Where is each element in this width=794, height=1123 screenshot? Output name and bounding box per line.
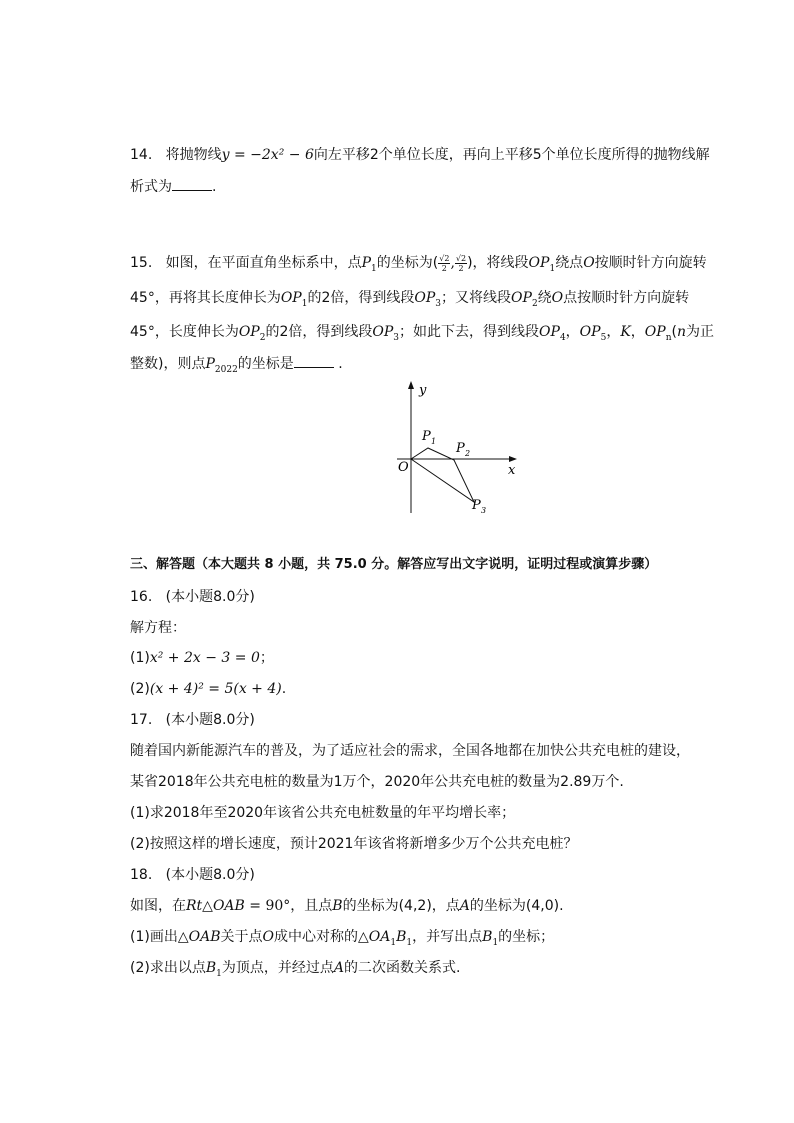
q17-line2: 某省2018年公共充电桩的数量为1万个，2020年公共充电桩的数量为2.89万个. (130, 774, 624, 790)
q14-formula: y = −2x² − 6 (221, 147, 314, 163)
q18-l1-rt: Rt (186, 898, 203, 914)
q18-p1-tri: △ (177, 929, 189, 945)
q18-p2-A: A (333, 960, 344, 976)
p3-label: P (472, 498, 481, 513)
q14-answer-blank[interactable] (172, 176, 212, 191)
q15-op1-b-sub: 1 (301, 298, 308, 309)
q15-l3-sep1: ， (565, 324, 580, 340)
q15-l1-c: )，将线段 (467, 255, 529, 271)
q15-l1-a: 如图，在平面直角坐标系中，点 (165, 255, 362, 271)
q15-l1-b: 的坐标为( (376, 255, 439, 271)
q15-frac-x-den: 2 (441, 263, 447, 273)
q18-p1-d: ，并写出点 (412, 929, 483, 945)
q16-p1-label: (1) (130, 650, 150, 666)
q18-p1-oa: OA (368, 929, 391, 945)
q15-op3-sub: 3 (393, 332, 400, 343)
q18-p2-B: B (205, 960, 217, 976)
q17-number: 17. (130, 712, 153, 728)
q18-line1 (130, 896, 564, 916)
q16-points: (本小题8.0分) (165, 589, 255, 605)
q15-op3: OP (372, 324, 394, 340)
q15-line3 (130, 322, 714, 348)
q15-frac-y-den: 2 (458, 263, 464, 273)
q17-line1: 随着国内新能源汽车的普及，为了适应社会的需求，全国各地都在加快公共充电桩的建设， (130, 743, 690, 759)
q15-l4-end: . (338, 356, 343, 372)
q15-l3-sep2: ， (606, 324, 621, 340)
x-axis-arrow (509, 456, 517, 462)
q18-p1-e: 的坐标； (498, 929, 555, 945)
q15-l3-n: n (676, 324, 686, 340)
q15-l4-a: 整数)，则点 (130, 356, 206, 372)
p2-label: P (456, 441, 465, 456)
q15-p1: P (361, 255, 372, 271)
q15-line2 (130, 288, 689, 314)
q15-op2-a: OP (414, 290, 436, 306)
q17-points: (本小题8.0分) (165, 712, 255, 728)
q16-p2-eq: (x + 4)² = 5(x + 4) (149, 681, 282, 697)
q18-number: 18. (130, 867, 153, 883)
q18-p1-c: 成中心对称的 (274, 929, 358, 945)
q14-number: 14. (130, 147, 153, 163)
q15-l3-a: 45°，长度伸长为 (130, 324, 239, 340)
q16-p2-end: . (281, 681, 287, 697)
q15-l3-e: ( (671, 324, 677, 340)
q15-op1-b: OP (280, 290, 302, 306)
q15-l1-e: 按顺时针方向旋转 (594, 255, 707, 271)
q14-line1 (130, 145, 710, 165)
section3-heading: 三、解答题（本大题共 8 小题，共 75.0 分。解答应写出文字说明，证明过程或演算步骤） (130, 557, 658, 572)
q18-p1-oa-sub: 1 (390, 937, 397, 948)
q15-p1-sub: 1 (371, 263, 377, 274)
q15-frac-x-num: √2 (439, 253, 450, 263)
q16-part1 (130, 648, 274, 668)
y-axis-arrow (408, 381, 414, 389)
q15-line4 (130, 353, 343, 380)
q15-number: 15. (130, 255, 153, 271)
q15-op4: OP (539, 324, 560, 340)
p1-label: P (422, 429, 431, 444)
q16-number: 16. (130, 589, 153, 605)
q15-l3-k: K (620, 324, 631, 340)
q16-p2-label: (2) (130, 681, 150, 697)
q18-l1-A: A (459, 898, 470, 914)
q18-p1-B: B (482, 929, 493, 945)
axis-x-label: x (508, 463, 516, 478)
q15-frac-y-num: √2 (455, 253, 467, 263)
q15-l4-sub: 2022 (214, 364, 238, 375)
q18-p1-oab: OAB (188, 929, 221, 945)
q18-p1-b: 关于点 (220, 929, 263, 945)
q17-part1: (1)求2018年至2020年该省公共充电桩数量的年平均增长率； (130, 805, 516, 821)
q15-l3-f: 为正 (685, 324, 714, 340)
p1-label-sub: 1 (431, 437, 437, 446)
q15-opn-sub: n (665, 332, 672, 343)
q18-p2-sub: 1 (216, 968, 222, 979)
q15-op2-b-sub: 2 (531, 298, 538, 309)
q18-p2-a: (2)求出以点 (130, 960, 206, 976)
q15-line1: 15. 如图，在平面直角坐标系中，点$P_1$的坐标为( $\frac{√2}{2}$ , $\frac{√2}{2}$ )，将线段$OP_1$绕点O按顺时针方向旋转 (130, 253, 707, 274)
q15-l2-c: ；又将线段 (441, 290, 512, 306)
q18-p1-tri2: △ (358, 929, 369, 945)
q15-l2-e: 点按顺时针方向旋转 (563, 290, 690, 306)
q15-answer-blank[interactable] (294, 353, 334, 368)
q18-p1-O: O (262, 929, 274, 945)
q18-header (130, 865, 255, 885)
q18-l1-a: 如图，在 (130, 898, 186, 914)
q15-frac-x (438, 254, 450, 273)
q16-p1-end: ； (259, 650, 274, 666)
q14-line2 (130, 176, 216, 197)
q17-header (130, 710, 255, 730)
q18-l1-oab: OAB (212, 898, 245, 914)
origin-label: O (398, 460, 409, 475)
q16-p1-eq: x² + 2x − 3 = 0 (149, 650, 260, 666)
q16-header (130, 587, 255, 607)
q15-l3-b: 的2倍，得到线段 (265, 324, 373, 340)
q15-l2-a: 45°，再将其长度伸长为 (130, 290, 281, 306)
q18-p2-b: 为顶点，并经过点 (221, 960, 334, 976)
q15-opn: OP (644, 324, 666, 340)
q18-points: (本小题8.0分) (165, 867, 255, 883)
q15-l2-b: 的2倍，得到线段 (307, 290, 415, 306)
q18-part1 (130, 927, 554, 953)
q15-op4-sub: 4 (559, 332, 566, 343)
q14-end: . (212, 179, 217, 195)
q14-text-b: 向左平移2个单位长度，再向上平移5个单位长度所得的抛物线解 (313, 147, 710, 163)
q18-p1-b1-sub: 1 (406, 937, 413, 948)
p3-label-sub: 3 (481, 506, 487, 515)
q16-prompt: 解方程： (130, 620, 186, 636)
axis-y-label: y (419, 383, 427, 398)
q15-op2-b: OP (511, 290, 532, 306)
q18-p2-c: 的二次函数关系式. (344, 960, 461, 976)
q18-l1-c: 的坐标为(4,2)，点 (342, 898, 460, 914)
q18-p1-b1: B (396, 929, 407, 945)
q15-l2-o: O (551, 290, 564, 306)
q18-l1-B: B (332, 898, 343, 914)
q15-op5-sub: 5 (600, 332, 607, 343)
q18-l1-d: 的坐标为(4,0). (469, 898, 564, 914)
q15-op2-c: OP (238, 324, 260, 340)
q18-part2 (130, 958, 460, 984)
q18-l1-tri: △ (202, 898, 213, 914)
p2-label-sub: 2 (465, 449, 471, 458)
q15-op1-a-sub: 1 (549, 263, 556, 274)
q15-op1-a: OP (528, 255, 550, 271)
q15-op2-a-sub: 3 (435, 298, 442, 309)
q18-l1-b: = 90°，且点 (244, 898, 333, 914)
q15-l3-c: ；如此下去，得到线段 (399, 324, 540, 340)
q18-p1-B-sub: 1 (492, 937, 499, 948)
q16-part2 (130, 679, 286, 699)
q15-l1-o: O (583, 255, 595, 271)
q15-op5: OP (579, 324, 601, 340)
q14-text-a: 将抛物线 (165, 147, 222, 163)
q15-l4-b: 的坐标是 (237, 356, 294, 372)
q15-l3-sep3: ， (630, 324, 645, 340)
q15-frac-y (455, 254, 467, 273)
q18-p1-a: (1)画出 (130, 929, 178, 945)
q15-l1-d: 绕点 (555, 255, 584, 271)
q15-l4-p: P (205, 356, 215, 372)
q15-figure (392, 378, 532, 518)
q15-l2-d: 绕 (537, 290, 552, 306)
q14-text-c: 析式为 (130, 179, 172, 195)
q17-part2: (2)按照这样的增长速度，预计2021年该省将新增多少万个公共充电桩？ (130, 836, 578, 852)
q15-op2-c-sub: 2 (259, 332, 266, 343)
